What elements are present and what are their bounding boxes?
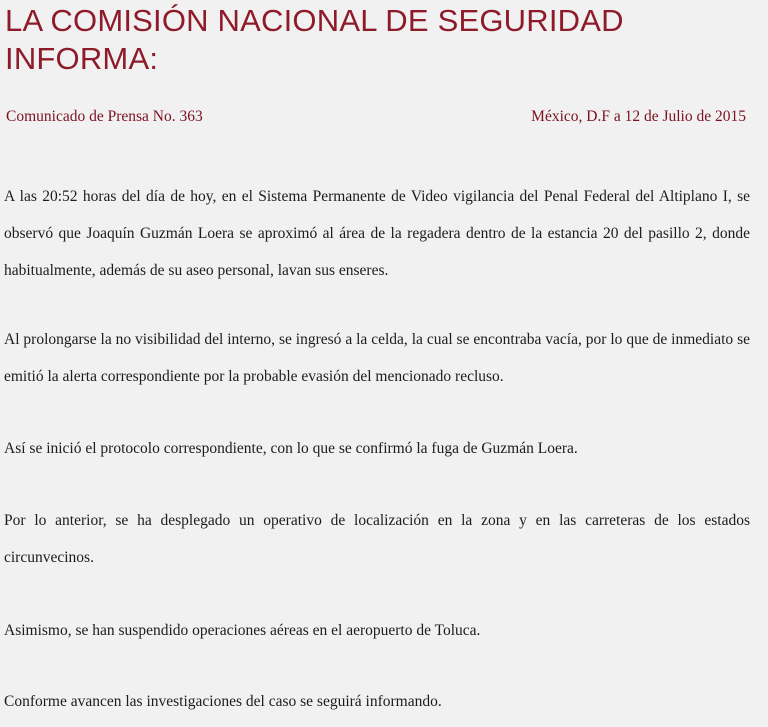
paragraph-3: Así se inició el protocolo correspondiente, con lo que se confirmó la fuga de Guzmán Loera. [4,440,578,457]
paragraph-1: A las 20:52 horas del día de hoy, en el Sistema Permanente de Video vigilancia del Penal Federal del Altiplano I, se observó que Joaquín Guzmán Loera se aproximó al área de la regadera dentro de la estancia 20 del pasillo 2, donde habitualmente, además de su aseo personal, lavan sus enseres. [4,188,750,279]
press-release-number: Comunicado de Prensa No. 363 [6,108,203,125]
headline: LA COMISIÓN NACIONAL DE SEGURIDAD INFORMA: [5,3,624,76]
press-release-meta [6,108,746,126]
paragraph-4: Por lo anterior, se ha desplegado un operativo de localización en la zona y en las carreteras de los estados circunvecinos. [4,512,750,566]
paragraph-6: Conforme avancen las investigaciones del caso se seguirá informando. [4,693,442,710]
place-and-date: México, D.F a 12 de Julio de 2015 [531,108,746,125]
paragraph-5: Asimismo, se han suspendido operaciones aéreas en el aeropuerto de Toluca. [4,622,481,639]
paragraph-2: Al prolongarse la no visibilidad del interno, se ingresó a la celda, la cual se encontraba vacía, por lo que de inmediato se emitió la alerta correspondiente por la probable evasión del mencionado recluso. [4,331,750,385]
